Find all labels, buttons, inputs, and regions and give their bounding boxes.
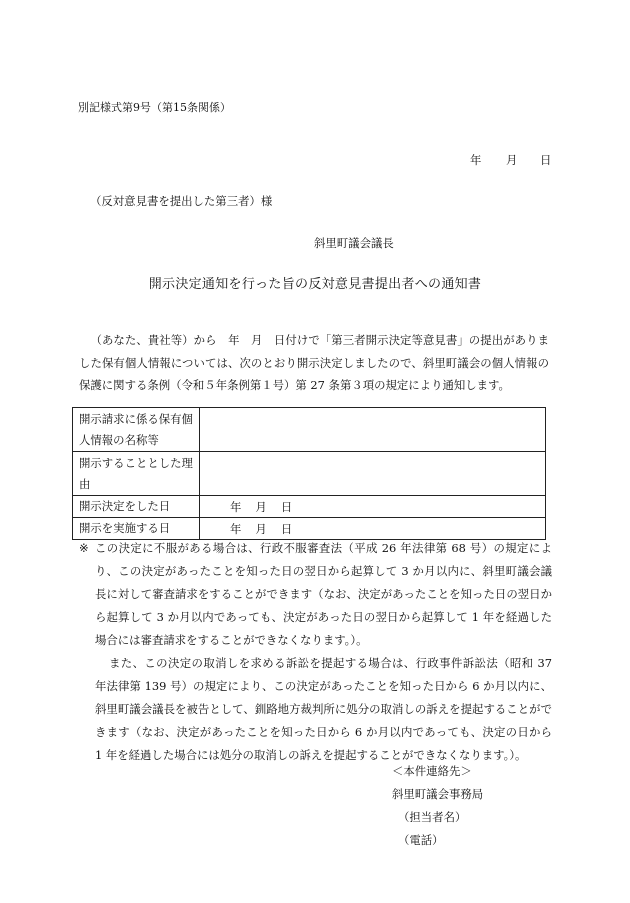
decision-date-day: 日 (280, 499, 293, 514)
contact-block (392, 760, 483, 852)
implementation-date-day: 日 (280, 521, 293, 536)
notice-paragraph-appeal: この決定に不服がある場合は、行政不服審査法（平成 26 年法律第 68 号）の規定により、この決定があったことを知った日の翌日から起算して 3 か月以内に、斜里町議会議長に対して審査請求をすることができます（なお、決定があったことを知った日の翌日から起算して 3 か月以内であっても、決定があった日の翌日から起算して 1 年を経過した場合には審査請求をすることができなくなります。）。 (95, 541, 552, 647)
notice-paragraph-lawsuit: また、この決定の取消しを求める訴訟を提起する場合は、行政事件訴訟法（昭和 37 年法律第 139 号）の規定により、この決定があったことを知った日から 6 か月以内に、斜里町議会議長を被告として、釧路地方裁判所に処分の取消しの訴えを提起することができます（なお、決定があったことを知った日から 6 か月以内であっても、決定の日から 1 年を経過した場合には処分の取消しの訴えを提起することができなくなります。）。 (95, 656, 552, 762)
table-row (73, 408, 546, 452)
contact-heading: ＜本件連絡先＞ (392, 764, 472, 778)
contact-office: 斜里町議会事務局 (392, 787, 484, 801)
intro-text: （あなた、貴社等）から 年 月 日付けで「第三者開示決定等意見書」の提出がありました保有個人情報については、次のとおり開示決定しましたので、斜里町議会の個人情報の保護に関する条例（令和５年条例第１号）第 27 条第３項の規定により通知します。 (79, 333, 549, 392)
notice-mark: ※ (79, 541, 89, 555)
table-row (73, 496, 546, 518)
intro-paragraph (79, 329, 549, 397)
decision-date-label: 開示決定をした日 (73, 496, 200, 518)
name-of-information-value (200, 408, 546, 452)
notice-section (79, 537, 552, 767)
name-of-information-label: 開示請求に係る保有個人情報の名称等 (73, 408, 200, 452)
contact-person: （担当者名） (398, 810, 467, 824)
implementation-date-month: 月 (255, 521, 267, 536)
decision-date-value (200, 496, 546, 518)
sender: 斜里町議会議長 (314, 236, 394, 250)
form-number: 別記様式第9号（第15条関係） (78, 101, 231, 114)
table-row (73, 452, 546, 496)
disclosure-reason-label: 開示することとした理由 (73, 452, 200, 496)
addressee: （反対意見書を提出した第三者）様 (90, 194, 273, 208)
disclosure-reason-value (200, 452, 546, 496)
info-table (72, 407, 546, 540)
decision-date-year: 年 (230, 499, 242, 514)
date-day: 日 (540, 153, 552, 167)
date-month: 月 (506, 153, 518, 167)
date-year: 年 (470, 153, 482, 167)
decision-date-month: 月 (255, 499, 267, 514)
implementation-date-year: 年 (230, 521, 242, 536)
document-title: 開示決定通知を行った旨の反対意見書提出者への通知書 (148, 277, 482, 292)
implementation-date-label: 開示を実施する日 (73, 518, 200, 540)
contact-phone: （電話） (398, 833, 444, 847)
